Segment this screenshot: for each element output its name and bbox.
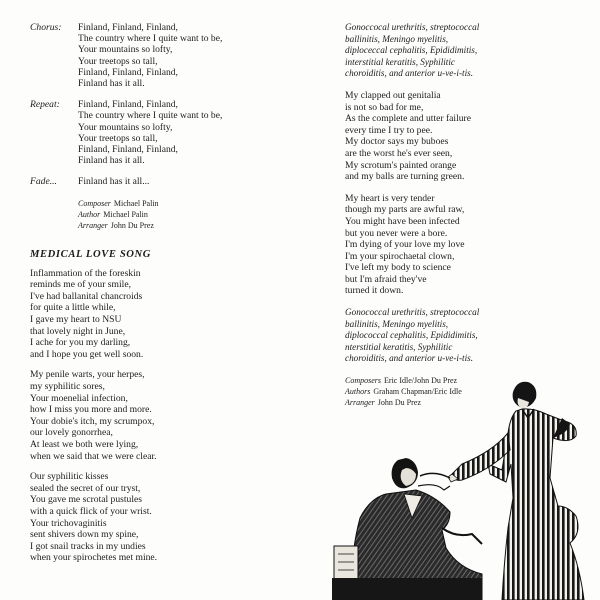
stanza (30, 369, 300, 462)
lyric-line: and I hope you get well soon. (30, 348, 144, 360)
woman-figure (448, 382, 584, 600)
victorian-illustration (332, 378, 600, 600)
lyric-line: Finland, Finland, Finland, (78, 22, 178, 33)
lyric-line: As the complete and utter failure (345, 113, 472, 125)
song-title: MEDICAL LOVE SONG (30, 248, 152, 260)
stanza (345, 90, 585, 183)
lyric-line: You gave me scrotal pustules (30, 494, 143, 506)
credit-name: John Du Prez (377, 398, 421, 408)
lyric-line: Finland, Finland, Finland, (78, 66, 178, 78)
finland-credits (78, 198, 300, 231)
lyric-line: Your trichovaginitis (30, 517, 107, 529)
credit-name: Eric Idle/John Du Prez (384, 376, 458, 386)
lyric-line: Finland, Finland, Finland, (78, 144, 178, 156)
lyric-line: sealed the secret of our tryst, (30, 482, 141, 494)
credit-role: Authors (345, 387, 371, 397)
lyric-line: that lovely night in June, (30, 325, 126, 337)
stanza (30, 268, 300, 361)
lyric-line: Our syphilitic kisses (30, 471, 109, 483)
chorus-lines (78, 22, 300, 89)
lyric-line: are the worst he's ever seen, (345, 147, 453, 159)
credit-role: Arranger (345, 398, 375, 408)
credit-arranger (78, 220, 300, 231)
lyric-line: I ache for you my darling, (30, 337, 131, 349)
lyric-line: I got snail tracks in my undies (30, 540, 146, 552)
credit-role: Author (78, 209, 101, 219)
lyric-line: You might have been infected (345, 215, 460, 227)
lyric-line: ballinitis, Meningo myelitis, (345, 318, 449, 329)
lyric-line: diplococcal cephalitis, Epididimitis, (345, 330, 478, 341)
stanza (30, 471, 300, 564)
repeat-tag: Repeat: (30, 99, 60, 111)
lyric-line: I've left my body to science (345, 262, 451, 274)
lyric-line: Finland has it all. (78, 78, 145, 90)
credit-composer (78, 198, 300, 209)
left-column (30, 22, 300, 573)
lyric-line: I've had ballanital chancroids (30, 290, 143, 302)
lyric-line: nterstitial keratitis, Syphilitic (345, 341, 453, 352)
credit-role: Composer (78, 198, 111, 208)
lyric-line: Your mountains so lofty, (78, 121, 173, 133)
lyric-line: Your mountains so lofty, (78, 44, 173, 56)
right-column (345, 22, 585, 408)
credit-name: Graham Chapman/Eric Idle (373, 387, 462, 397)
lyric-line: Your treetops so tall, (78, 132, 158, 144)
lyric-line: My scrotum's painted orange (345, 159, 457, 171)
lyric-line: I'm dying of your love my love (345, 239, 465, 251)
lyric-line: My doctor says my buboes (345, 136, 449, 148)
lyric-line: The country where I quite want to be, (78, 110, 223, 122)
credit-role: Composers (345, 376, 382, 386)
fade-block (30, 176, 300, 187)
stanza (345, 193, 585, 297)
lyric-line: is not so bad for me, (345, 101, 424, 113)
repeat-block (30, 99, 300, 166)
lyric-line: My clapped out genitalia (345, 89, 441, 101)
lyric-line: Your dobie's itch, my scrumpox, (30, 415, 155, 427)
lyric-line: My heart is very tender (345, 192, 435, 204)
lyric-line: our lovely gonorrhea, (30, 427, 113, 439)
repeat-lines (78, 99, 300, 166)
lyric-line: turned it down. (345, 285, 404, 297)
lyric-line: my syphilitic sores, (30, 380, 105, 392)
lyric-line: My penile warts, your herpes, (30, 369, 145, 381)
lyric-line: Gonoccocal urethritis, streptococcal (345, 22, 480, 32)
lyric-line: ballinitis, Meningo myelitis, (345, 33, 449, 44)
lyric-line: Finland, Finland, Finland, (78, 99, 178, 111)
lyric-line: and my balls are turning green. (345, 171, 465, 183)
lyric-line: reminds me of your smile, (30, 279, 131, 291)
credit-name: John Du Prez (110, 220, 154, 230)
refrain-stanza (345, 22, 585, 80)
lyric-line: but you never were a bore. (345, 227, 448, 239)
credit-author (78, 209, 300, 220)
fade-tag: Fade... (30, 176, 57, 188)
lyric-line: diploceccal cephalitis, Epididimitis, (345, 45, 478, 56)
lyric-line: Finland has it all... (78, 176, 150, 188)
lyric-line: Your treetops so tall, (78, 55, 158, 67)
lyric-line: when we said that we were clear. (30, 450, 157, 462)
lyric-line: choroiditis, and anterior u-ve-i-tis. (345, 68, 474, 79)
lyric-line: but I'm afraid they've (345, 273, 427, 285)
lyric-line: Gonococcal urethritis, streptococcal (345, 307, 480, 318)
lyric-line: every time I try to pee. (345, 124, 433, 136)
fade-lines (78, 176, 300, 187)
credit-name: Michael Palin (113, 198, 159, 208)
lyric-line: I'm your spirochaetal clown, (345, 250, 455, 262)
lyric-line: Your moenelial infection, (30, 392, 128, 404)
lyric-line: Finland has it all. (78, 155, 145, 167)
lyric-line: when your spirochetes met mine. (30, 552, 158, 564)
credit-name: Michael Palin (103, 209, 148, 219)
chorus-tag: Chorus: (30, 22, 62, 33)
credit-role: Arranger (78, 220, 108, 230)
chorus-block (30, 22, 300, 89)
lyric-line: how I miss you more and more. (30, 404, 152, 416)
lyric-line: The country where I quite want to be, (78, 33, 223, 45)
lyric-line: At least we both were lying, (30, 438, 139, 450)
lyric-line: Inflammation of the foreskin (30, 267, 141, 279)
lyric-line: I gave my heart to NSU (30, 314, 122, 326)
lyric-line: choroiditis, and anterior u-ve-i-tis. (345, 353, 474, 364)
medicine-jar (334, 546, 358, 580)
lyric-line: for quite a little while, (30, 302, 116, 314)
refrain-stanza (345, 307, 585, 365)
lyric-line: though my parts are awful raw, (345, 204, 465, 216)
lyric-line: sent shivers down my spine, (30, 529, 139, 541)
lyric-line: interstitial keratitis, Syphilitic (345, 56, 455, 67)
lyric-line: with a quick flick of your wrist. (30, 505, 152, 517)
